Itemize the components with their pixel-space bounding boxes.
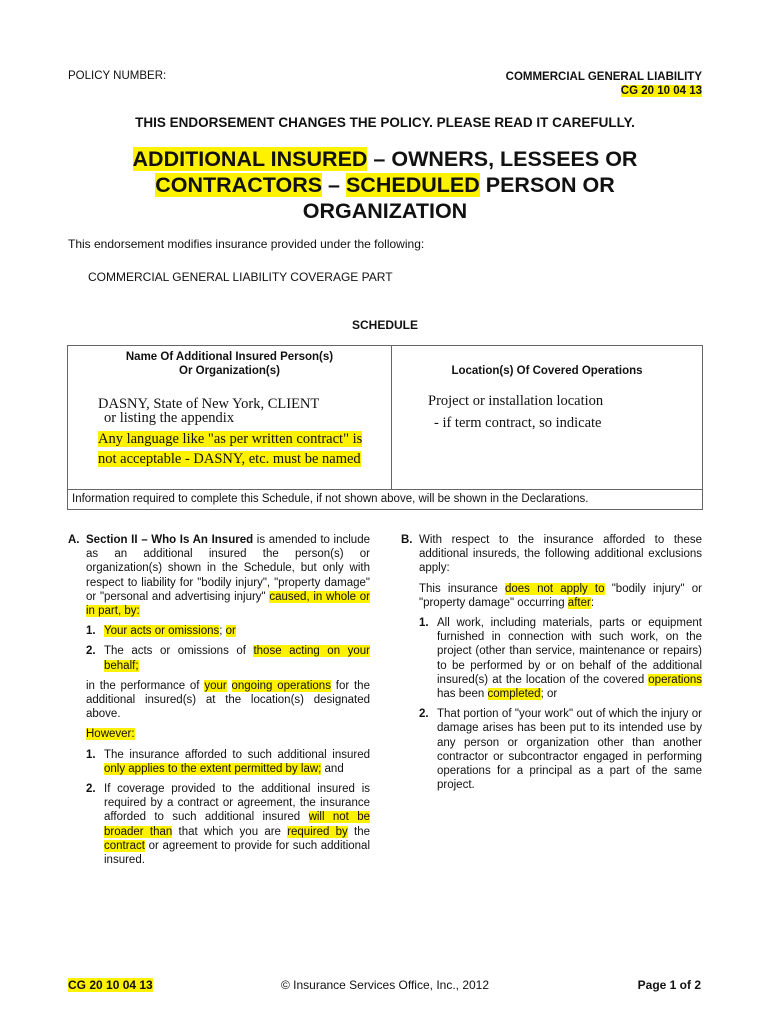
schedule-handwritten-note: Any language like "as per written contract" is not acceptable - DASNY, etc. must be named bbox=[98, 431, 363, 467]
section-b-label: B. bbox=[401, 534, 413, 546]
section-b-item-1: 1. All work, including materials, parts or equipment furnished in connection with such work, on the project (other than service, maintenance or repairs) to be performed by or on behalf of the additional insured(s) at the location of the covered operations has been completed; or bbox=[419, 617, 702, 701]
section-a-label: A. bbox=[68, 534, 80, 546]
schedule-footer-divider bbox=[67, 489, 702, 490]
section-a-item-2: 2. The acts or omissions of those acting on your behalf; bbox=[86, 645, 370, 672]
section-b: B. With respect to the insurance afforded to these additional insureds, the following additional exclusions apply: This insurance does not apply to "bodily injury" or "property damage" occurring after: 1. All work, including materials, parts or equipment furnished in connection with such work, on the project (other than service, maintenance or repairs) to be performed by or on behalf of the additional insured(s) at the location of the covered operations has been completed; or 2. That portion of "your work" out of which the injury or damage arises has been put to its intended use by any person or organization other than another contractor or subcontractor engaged in performing operations for a principal as a part of the same project. bbox=[401, 534, 702, 792]
section-b-exclusion-intro: This insurance does not apply to "bodily injury" or "property damage" occurring after: bbox=[419, 582, 702, 609]
schedule-insured-entry: DASNY, State of New York, CLIENT or listing the appendix Any language like "as per written contract" is not acceptable - DASNY, etc. must be named bbox=[98, 396, 363, 467]
section-a-however-item-2: 2. If coverage provided to the additional insured is required by a contract or agreement, the insurance afforded to such additional insured will not be broader than that which you are required by the contract or agreement to provide for such additional insured. bbox=[86, 783, 370, 867]
section-a-however-item-1: 1. The insurance afforded to such additional insured only applies to the extent permitted by law; and bbox=[86, 748, 370, 775]
section-b-item-2: 2. That portion of "your work" out of which the injury or damage arises has been put to its intended use by any person or organization other than another contractor or subcontractor engaged in performing operations for a principal as a part of the same project. bbox=[419, 708, 702, 792]
coverage-part: COMMERCIAL GENERAL LIABILITY COVERAGE PART bbox=[88, 270, 393, 284]
section-a-performance: in the performance of your ongoing operations for the additional insured(s) at the location(s) designated above. bbox=[86, 679, 370, 721]
title-hl-additional-insured: ADDITIONAL INSURED bbox=[132, 147, 368, 171]
schedule-location-entry: Project or installation location - if term contract, so indicate bbox=[428, 393, 604, 431]
schedule-col-location-header: Location(s) Of Covered Operations bbox=[451, 365, 643, 377]
form-type: COMMERCIAL GENERAL LIABILITY bbox=[505, 71, 702, 83]
schedule-heading: SCHEDULE bbox=[351, 318, 418, 332]
section-a-however: However: bbox=[86, 728, 135, 741]
form-header bbox=[506, 70, 702, 98]
footer-page-number: Page 1 of 2 bbox=[637, 978, 701, 992]
policy-number-label: POLICY NUMBER: bbox=[68, 70, 167, 82]
footer-form-number: CG 20 10 04 13 bbox=[68, 978, 153, 992]
section-a-heading: Section II – Who Is An Insured bbox=[86, 534, 254, 546]
schedule-footer-text: Information required to complete this Schedule, if not shown above, will be shown in the Declarations. bbox=[72, 493, 589, 505]
modifies-text: This endorsement modifies insurance provided under the following: bbox=[68, 237, 425, 251]
page-title: ADDITIONAL INSURED – OWNERS, LESSEES OR CONTRACTORS – SCHEDULED PERSON OR ORGANIZATION bbox=[132, 147, 638, 223]
title-hl-scheduled: SCHEDULED bbox=[345, 173, 480, 197]
footer-copyright: © Insurance Services Office, Inc., 2012 bbox=[280, 978, 490, 992]
schedule-col-name-header: Name Of Additional Insured Person(s) Or Organization(s) bbox=[125, 351, 334, 377]
endorsement-notice: THIS ENDORSEMENT CHANGES THE POLICY. PLEASE READ IT CAREFULLY. bbox=[135, 115, 635, 130]
section-a: A. Section II – Who Is An Insured is amended to include as an additional insured the person(s) or organization(s) shown in the Schedule, but only with respect to liability for "bodily injury", "property damage" or "personal and advertising injury" caused, in whole or in part, by: 1. Your acts or omissions; or 2. The acts or omissions of those acting on your behalf; in the performance of your ongoing operations for the additional insured(s) at the location(s) designated above. However: 1. The insurance afforded to such additional insured only applies to the extent permitted by law; and 2. If coverage provided to the additional insured is required by a contract or agreement, the insurance afforded to such additional insured will not be broader than that which you are required by the contract or agreement to provide for such additional insured. bbox=[68, 534, 370, 867]
title-hl-contractors: CONTRACTORS bbox=[155, 173, 323, 197]
form-number-top: CG 20 10 04 13 bbox=[620, 85, 702, 97]
section-a-item-1: 1. Your acts or omissions; or bbox=[86, 625, 236, 638]
